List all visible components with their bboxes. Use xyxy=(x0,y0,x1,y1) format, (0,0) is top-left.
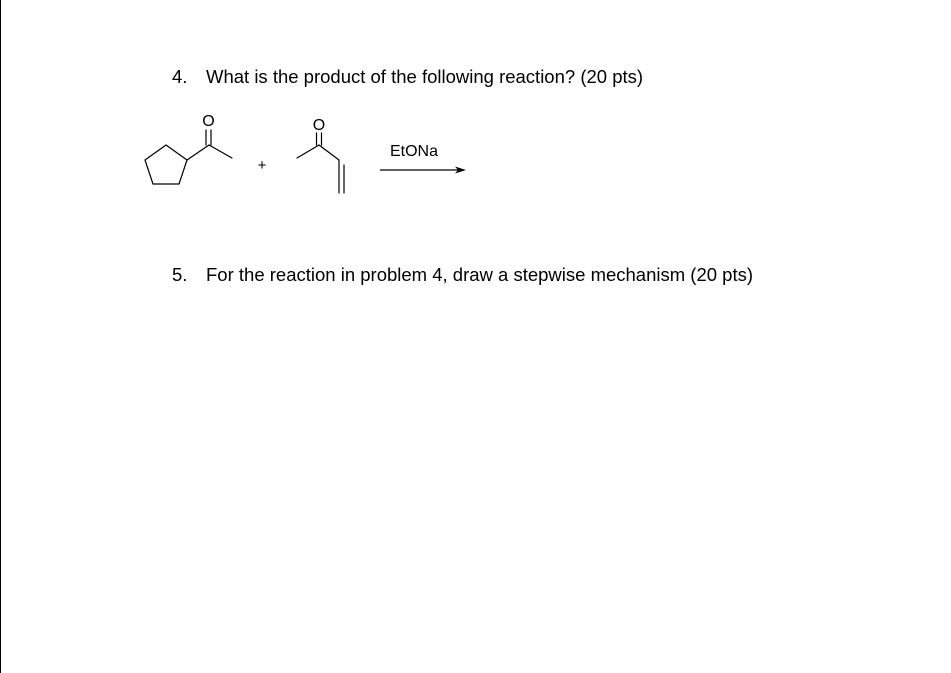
reactant-2-oxygen-label: O xyxy=(312,117,326,134)
plus-sign: + xyxy=(257,157,267,174)
question-5-number: 5. xyxy=(172,264,188,285)
cyclopentane-ring xyxy=(145,145,187,184)
reactant-2-methyl-vinyl-ketone xyxy=(297,133,344,193)
reactant-1-cyclopentyl-methyl-ketone xyxy=(145,130,232,184)
question-4-text: What is the product of the following reaction? (20 pts) xyxy=(206,66,644,87)
methyl-to-carbonyl-bond xyxy=(297,145,319,158)
question-4-number: 4. xyxy=(172,66,188,87)
reagent-label: EtONa xyxy=(389,143,439,160)
methyl-bond xyxy=(209,145,232,158)
question-5-text: For the reaction in problem 4, draw a stepwise mechanism (20 pts) xyxy=(206,264,754,285)
reaction-arrow xyxy=(380,167,466,174)
carbonyl-to-vinyl-bond xyxy=(319,145,339,160)
reactant-1-oxygen-label: O xyxy=(202,113,215,130)
question-5 xyxy=(172,264,753,286)
ring-to-carbonyl-bond xyxy=(187,145,209,160)
